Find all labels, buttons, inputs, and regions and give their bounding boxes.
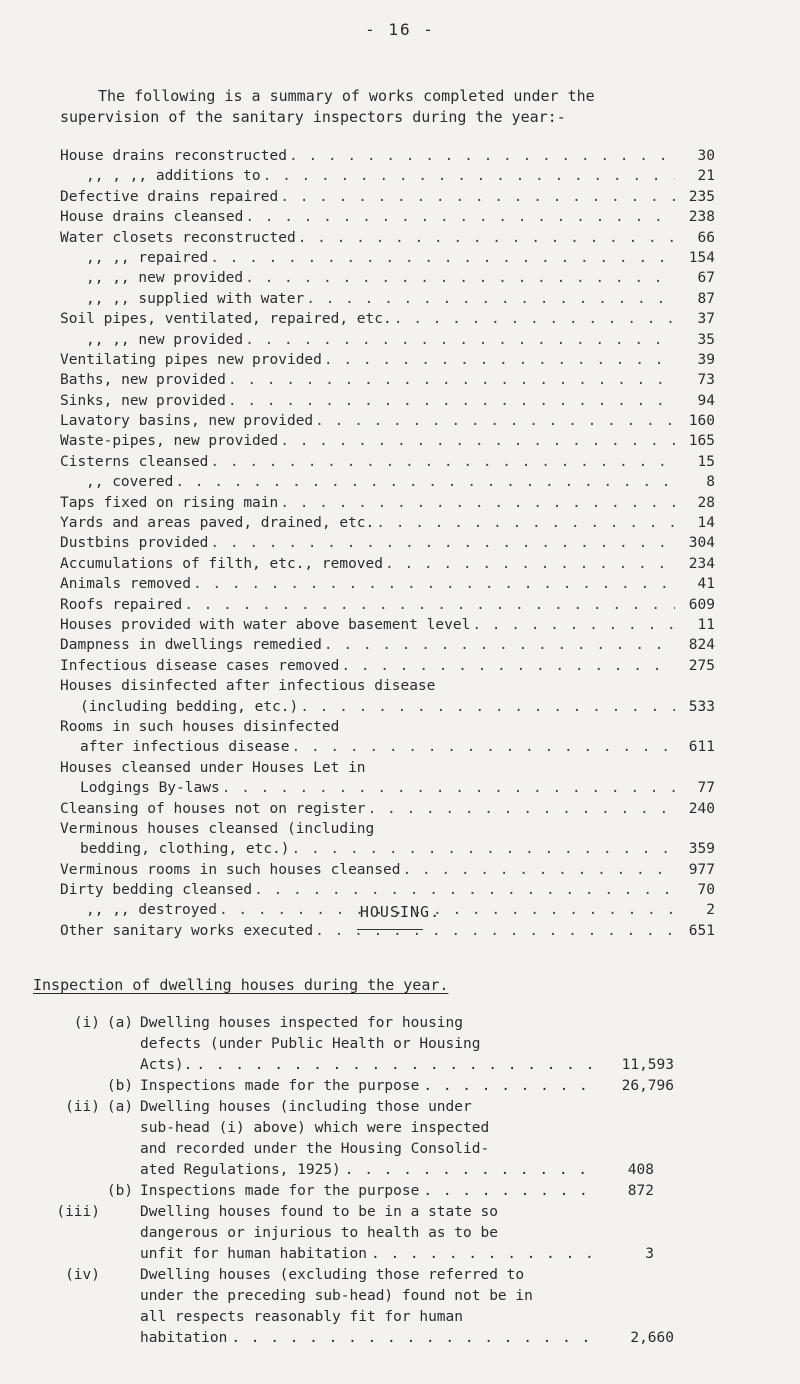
- works-count: 275: [688, 657, 715, 674]
- inspection-text: [140, 1160, 598, 1181]
- dot-leader: [324, 635, 675, 655]
- dot-leader: [193, 574, 675, 594]
- inspection-row: [50, 1244, 720, 1265]
- dot-leader: [345, 1160, 598, 1181]
- works-row: [60, 839, 715, 859]
- dot-leader: [306, 289, 675, 309]
- works-label: Verminous rooms in such houses cleansed: [60, 861, 401, 878]
- works-count: 234: [688, 555, 715, 572]
- inspection-text-content: Inspections made for the purpose: [140, 1078, 420, 1094]
- works-row: [60, 248, 715, 268]
- item-letter: (b): [106, 1183, 134, 1199]
- works-row: [60, 513, 715, 533]
- works-label: Houses cleansed under Houses Let in: [60, 759, 366, 776]
- inspection-text-content: ated Regulations, 1925): [140, 1162, 341, 1178]
- dot-leader: [231, 1328, 598, 1349]
- works-label: Dampness in dwellings remedied: [60, 637, 322, 654]
- works-row: [60, 411, 715, 431]
- works-label: ,, ,, new provided: [86, 331, 244, 348]
- works-label: Lodgings By-laws: [80, 780, 220, 797]
- inspection-text: Dwelling houses found to be in a state so: [140, 1204, 498, 1220]
- works-row: [60, 819, 715, 839]
- inspection-count: 872: [627, 1183, 654, 1199]
- dot-leader: [292, 839, 675, 859]
- inspection-text-content: Acts).: [140, 1057, 193, 1073]
- works-row: [60, 289, 715, 309]
- page-number: - 16 -: [365, 20, 435, 39]
- item-number: (iii): [56, 1204, 100, 1220]
- inspection-row: [50, 1307, 720, 1328]
- works-row: [60, 656, 715, 676]
- inspection-text: [140, 1181, 598, 1202]
- works-label: ,, ,, repaired: [86, 249, 209, 266]
- works-count: 73: [697, 372, 715, 389]
- works-count: 77: [697, 780, 715, 797]
- dot-leader: [263, 166, 675, 186]
- works-row: [60, 493, 715, 513]
- works-label: Waste-pipes, new provided: [60, 433, 279, 450]
- works-count: 154: [688, 249, 715, 266]
- works-label: Roofs repaired: [60, 596, 183, 613]
- item-number: (iv): [65, 1267, 100, 1283]
- inspection-row: [50, 1034, 720, 1055]
- works-count: 611: [688, 739, 715, 756]
- works-count: 609: [688, 596, 715, 613]
- works-row: [60, 799, 715, 819]
- works-count: 39: [697, 351, 715, 368]
- works-count: 824: [688, 637, 715, 654]
- dot-leader: [280, 431, 675, 451]
- dot-leader: [228, 391, 675, 411]
- works-row: [60, 207, 715, 227]
- dot-leader: [184, 595, 675, 615]
- works-count: 304: [688, 535, 715, 552]
- inspection-text: Dwelling houses (including those under: [140, 1099, 472, 1115]
- works-label: Dustbins provided: [60, 535, 209, 552]
- works-row: [60, 921, 715, 941]
- works-row: [60, 391, 715, 411]
- inspection-text: [140, 1244, 598, 1265]
- works-label: ,, ,, supplied with water: [86, 290, 305, 307]
- works-row: [60, 166, 715, 186]
- works-label: House drains reconstructed: [60, 148, 287, 164]
- dot-leader: [394, 309, 675, 329]
- inspection-count: 2,660: [630, 1330, 674, 1346]
- inspection-row: [50, 1223, 720, 1244]
- works-row: [60, 533, 715, 553]
- works-label: Houses provided with water above basement level: [60, 616, 471, 633]
- works-count: 66: [697, 229, 715, 246]
- inspection-row: [50, 1076, 720, 1097]
- inspection-text: Dwelling houses (excluding those referred to: [140, 1267, 525, 1283]
- works-count: 35: [697, 331, 715, 348]
- works-row: [60, 778, 715, 798]
- works-count: 21: [697, 168, 715, 185]
- works-row: [60, 452, 715, 472]
- works-label: Accumulations of filth, etc., removed: [60, 555, 384, 572]
- works-label: Houses disinfected after infectious disease: [60, 678, 436, 695]
- works-label: Defective drains repaired: [60, 188, 279, 205]
- inspection-row: [50, 1202, 720, 1223]
- inspection-text: [140, 1328, 598, 1349]
- works-count: 41: [697, 576, 715, 593]
- works-count: 977: [688, 861, 715, 878]
- heading-underline: [357, 929, 423, 930]
- works-label: ,, covered: [86, 474, 174, 491]
- inspection-row: [50, 1265, 720, 1286]
- works-count: 651: [688, 922, 715, 939]
- dot-leader: [280, 493, 675, 513]
- works-label: ,, ,, destroyed: [86, 902, 217, 919]
- works-count: 30: [697, 148, 715, 164]
- intro-line-2: supervision of the sanitary inspectors during the year:-: [60, 108, 566, 126]
- works-row: [60, 717, 715, 737]
- intro-line-1: The following is a summary of works completed under the: [98, 87, 595, 105]
- works-count: 235: [688, 188, 715, 205]
- works-count: 160: [688, 413, 715, 430]
- inspection-row: [50, 1118, 720, 1139]
- inspection-text: sub-head (i) above) which were inspected: [140, 1120, 490, 1136]
- inspection-text: and recorded under the Housing Consolid-: [140, 1141, 490, 1157]
- inspection-text: [140, 1055, 598, 1076]
- inspection-list: [50, 1013, 720, 1349]
- works-row: [60, 758, 715, 778]
- works-count: 238: [688, 209, 715, 226]
- works-label: Yards and areas paved, drained, etc.: [60, 515, 375, 532]
- inspection-text: defects (under Public Health or Housing: [140, 1036, 481, 1052]
- inspection-row: [50, 1013, 720, 1034]
- dot-leader: [228, 370, 675, 390]
- works-label: Taps fixed on rising main: [60, 494, 279, 511]
- inspection-text-content: unfit for human habitation: [140, 1246, 367, 1262]
- works-row: [60, 615, 715, 635]
- item-number: (ii): [65, 1099, 100, 1115]
- inspection-count: 3: [645, 1246, 654, 1262]
- works-row: [60, 860, 715, 880]
- works-count: 2: [706, 902, 715, 919]
- works-count: 28: [697, 494, 715, 511]
- dot-leader: [210, 452, 675, 472]
- works-label: Other sanitary works executed: [60, 922, 314, 939]
- works-label: Rooms in such houses disinfected: [60, 718, 340, 735]
- works-row: [60, 554, 715, 574]
- dot-leader: [280, 187, 675, 207]
- works-label: Cleansing of houses not on register: [60, 800, 366, 817]
- works-count: 94: [697, 392, 715, 409]
- dot-leader: [210, 533, 675, 553]
- works-label: ,, , ,, additions to: [86, 168, 261, 185]
- works-label: Lavatory basins, new provided: [60, 413, 314, 430]
- works-label: Cisterns cleansed: [60, 453, 209, 470]
- works-count: 14: [697, 515, 715, 532]
- works-row: [60, 350, 715, 370]
- works-count: 70: [697, 882, 715, 899]
- housing-heading: HOUSING.: [359, 903, 441, 921]
- dot-leader: [245, 330, 675, 350]
- item-number: (i): [73, 1015, 100, 1031]
- works-row: [60, 309, 715, 329]
- dot-leader: [300, 697, 675, 717]
- works-label: Soil pipes, ventilated, repaired, etc.: [60, 311, 392, 328]
- dot-leader: [289, 146, 675, 166]
- inspection-text-content: Inspections made for the purpose: [140, 1183, 420, 1199]
- inspection-count: 26,796: [621, 1078, 674, 1094]
- inspection-count: 11,593: [621, 1057, 674, 1073]
- dot-leader: [402, 860, 675, 880]
- inspection-row: [50, 1160, 720, 1181]
- dot-leader: [222, 778, 675, 798]
- inspection-row: [50, 1286, 720, 1307]
- dot-leader: [245, 268, 675, 288]
- works-count: 533: [688, 698, 715, 715]
- inspection-text-content: habitation: [140, 1330, 228, 1346]
- dot-leader: [210, 248, 675, 268]
- works-summary-list: [60, 146, 715, 941]
- works-row: [60, 737, 715, 757]
- works-row: [60, 370, 715, 390]
- works-label: (including bedding, etc.): [80, 698, 299, 715]
- inspection-row: [50, 1097, 720, 1118]
- works-row: [60, 472, 715, 492]
- works-row: [60, 431, 715, 451]
- works-row: [60, 697, 715, 717]
- intro-paragraph: [60, 86, 720, 128]
- dot-leader: [175, 472, 675, 492]
- dot-leader: [245, 207, 675, 227]
- works-count: 165: [688, 433, 715, 450]
- item-letter: (a): [106, 1099, 134, 1115]
- works-label: Infectious disease cases removed: [60, 657, 340, 674]
- works-row: [60, 187, 715, 207]
- item-letter: (a): [106, 1015, 134, 1031]
- dot-leader: [371, 1244, 598, 1265]
- works-count: 67: [697, 270, 715, 287]
- dot-leader: [324, 350, 675, 370]
- works-label: bedding, clothing, etc.): [80, 841, 290, 858]
- works-count: 359: [688, 841, 715, 858]
- dot-leader: [472, 615, 675, 635]
- works-label: House drains cleansed: [60, 209, 244, 226]
- dot-leader: [341, 656, 675, 676]
- works-label: Water closets reconstructed: [60, 229, 296, 246]
- works-label: ,, ,, new provided: [86, 270, 244, 287]
- inspection-row: [50, 1328, 720, 1349]
- works-row: [60, 676, 715, 696]
- works-row: [60, 146, 715, 166]
- dot-leader: [315, 411, 675, 431]
- dot-leader: [298, 228, 675, 248]
- works-label: Baths, new provided: [60, 372, 226, 389]
- works-row: [60, 635, 715, 655]
- works-label: Sinks, new provided: [60, 392, 226, 409]
- works-row: [60, 268, 715, 288]
- inspection-subheading: Inspection of dwelling houses during the year.: [33, 976, 449, 994]
- dot-leader: [368, 799, 675, 819]
- works-label: Animals removed: [60, 576, 191, 593]
- inspection-count: 408: [627, 1162, 654, 1178]
- inspection-text: all respects reasonably fit for human: [140, 1309, 464, 1325]
- dot-leader: [292, 737, 675, 757]
- works-count: 240: [688, 800, 715, 817]
- works-row: [60, 595, 715, 615]
- inspection-text: dangerous or injurious to health as to be: [140, 1225, 498, 1241]
- dot-leader: [376, 513, 675, 533]
- works-count: 37: [697, 311, 715, 328]
- dot-leader: [315, 921, 675, 941]
- inspection-text: [140, 1076, 598, 1097]
- inspection-row: [50, 1181, 720, 1202]
- inspection-text: under the preceding sub-head) found not be in: [140, 1288, 533, 1304]
- works-count: 87: [697, 290, 715, 307]
- dot-leader: [196, 1055, 598, 1076]
- works-count: 15: [697, 453, 715, 470]
- dot-leader: [423, 1181, 598, 1202]
- works-row: [60, 574, 715, 594]
- works-row: [60, 228, 715, 248]
- dot-leader: [385, 554, 675, 574]
- works-label: Ventilating pipes new provided: [60, 351, 322, 368]
- inspection-row: [50, 1139, 720, 1160]
- inspection-text: Dwelling houses inspected for housing: [140, 1015, 464, 1031]
- works-count: 8: [706, 474, 715, 491]
- works-label: Verminous houses cleansed (including: [60, 820, 375, 837]
- works-row: [60, 880, 715, 900]
- dot-leader: [423, 1076, 598, 1097]
- works-count: 11: [697, 616, 715, 633]
- works-row: [60, 330, 715, 350]
- works-label: after infectious disease: [80, 739, 290, 756]
- inspection-row: [50, 1055, 720, 1076]
- works-label: Dirty bedding cleansed: [60, 882, 253, 899]
- item-letter: (b): [106, 1078, 134, 1094]
- dot-leader: [254, 880, 675, 900]
